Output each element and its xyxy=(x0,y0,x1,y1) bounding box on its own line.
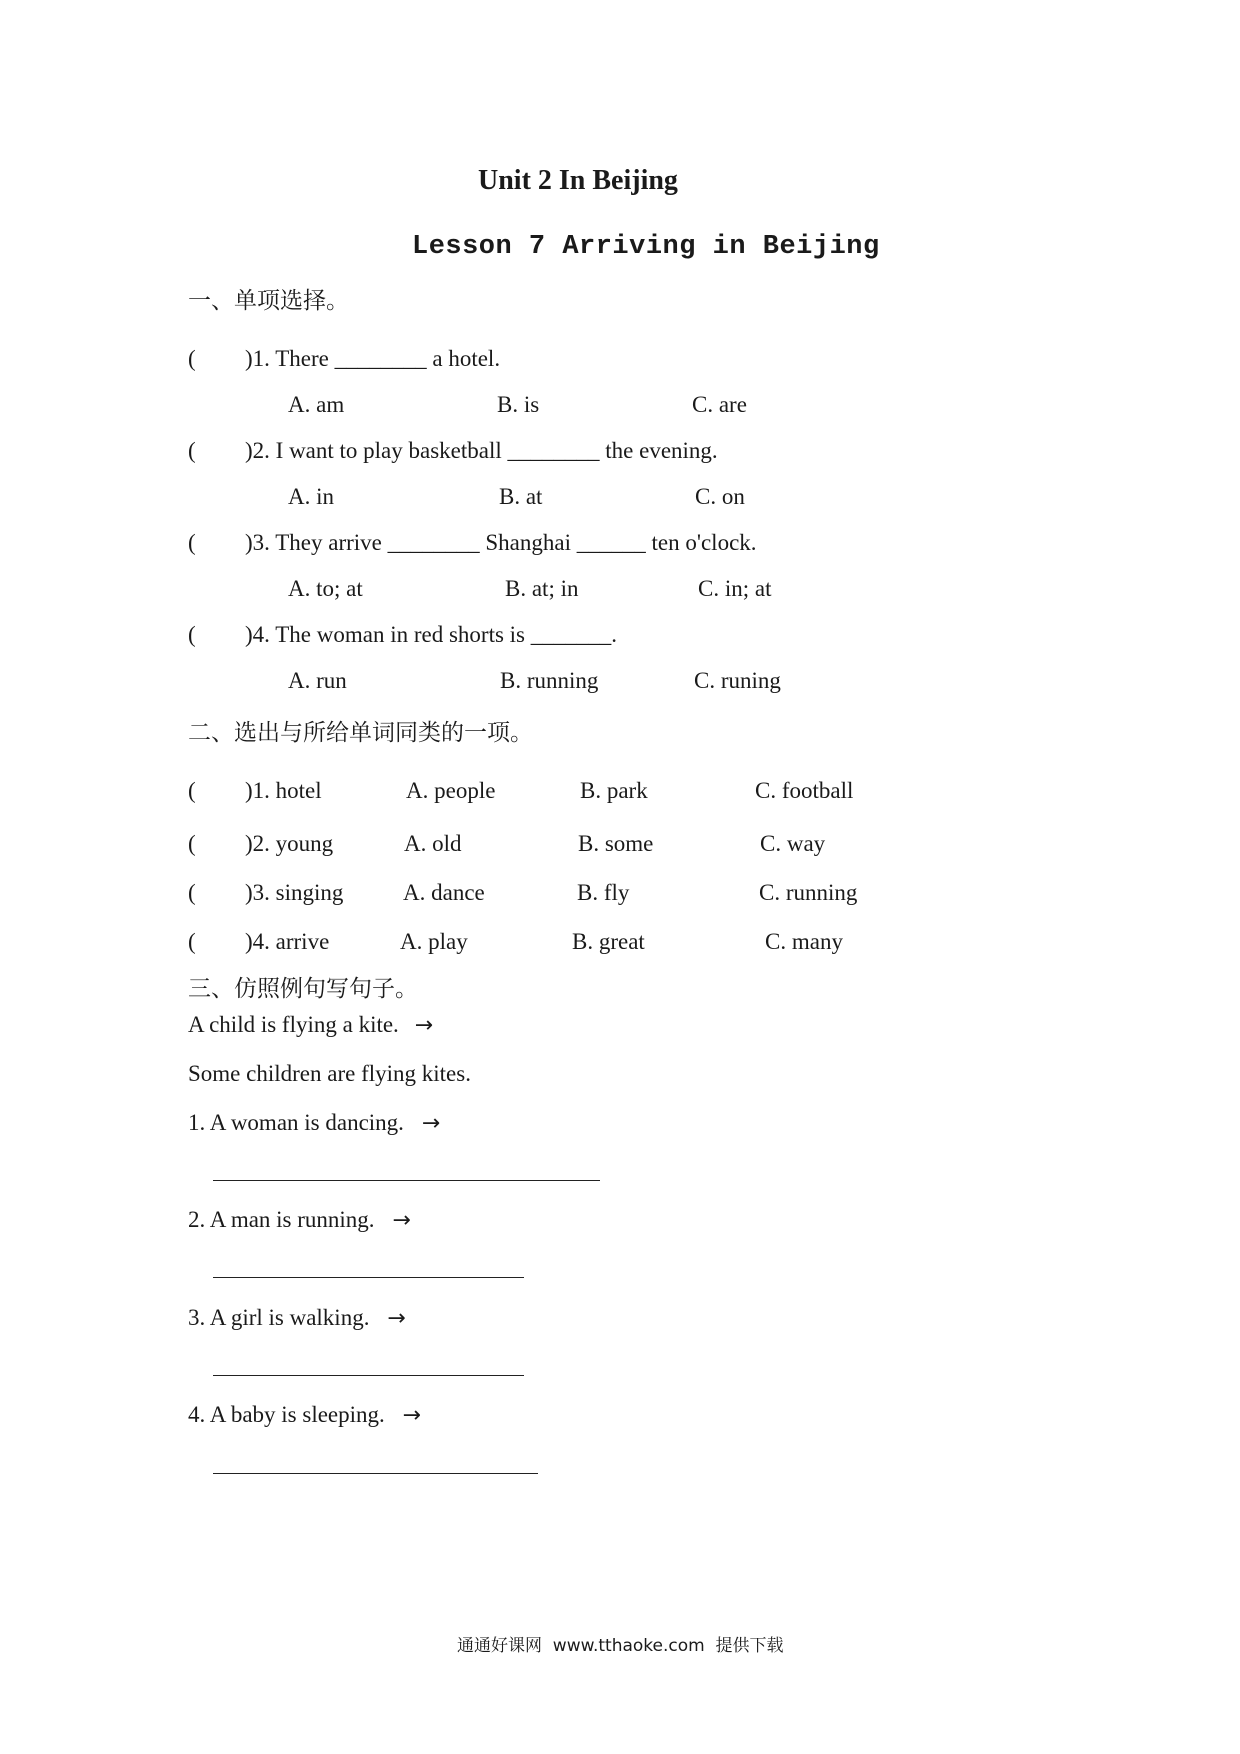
answer-paren: ( xyxy=(188,778,196,803)
arrow-icon: → xyxy=(392,1208,411,1233)
option-b: B. at xyxy=(499,484,543,509)
option-a: A. old xyxy=(404,831,462,856)
answer-paren: ( xyxy=(188,346,196,371)
option-a: A. play xyxy=(400,929,468,954)
sentence-prompt xyxy=(188,1110,440,1136)
option-c: C. on xyxy=(695,484,745,509)
answer-paren: ( xyxy=(188,880,196,905)
option-b: B. park xyxy=(580,778,648,803)
option-a: A. people xyxy=(406,778,496,803)
option-b: B. running xyxy=(500,668,599,693)
example-sentence xyxy=(188,1012,433,1038)
example-text: A child is flying a kite. xyxy=(188,1012,399,1037)
option-b: B. some xyxy=(578,831,654,856)
option-c: C. runing xyxy=(694,668,781,693)
page-title: Unit 2 In Beijing xyxy=(478,165,678,196)
answer-line[interactable] xyxy=(213,1277,524,1278)
answer-paren: ( xyxy=(188,831,196,856)
given-word: )4. arrive xyxy=(245,929,330,954)
section1-heading: 一、单项选择。 xyxy=(188,288,349,314)
option-b: B. fly xyxy=(577,880,630,905)
sentence-prompt xyxy=(188,1305,406,1331)
example-answer: Some children are flying kites. xyxy=(188,1061,471,1086)
sentence-text: 2. A man is running. xyxy=(188,1207,375,1232)
option-c: C. in; at xyxy=(698,576,772,601)
question-text: )4. The woman in red shorts is _______. xyxy=(245,622,618,647)
answer-paren: ( xyxy=(188,929,196,954)
option-c: C. football xyxy=(755,778,854,803)
option-b: B. at; in xyxy=(505,576,579,601)
sentence-prompt xyxy=(188,1207,411,1233)
given-word: )2. young xyxy=(245,831,334,856)
section3-heading: 三、仿照例句写句子。 xyxy=(188,976,418,1002)
sentence-text: 1. A woman is dancing. xyxy=(188,1110,404,1135)
option-a: A. dance xyxy=(403,880,485,905)
question-text: )2. I want to play basketball ________ the evening. xyxy=(245,438,718,463)
option-a: A. to; at xyxy=(288,576,363,601)
given-word: )3. singing xyxy=(245,880,344,905)
arrow-icon: → xyxy=(402,1403,421,1428)
arrow-icon: → xyxy=(387,1306,406,1331)
option-c: C. way xyxy=(760,831,826,856)
answer-paren: ( xyxy=(188,438,196,463)
answer-paren: ( xyxy=(188,530,196,555)
sentence-text: 3. A girl is walking. xyxy=(188,1305,370,1330)
option-a: A. run xyxy=(288,668,347,693)
footer-source: 通通好课网 www.tthaoke.com 提供下载 xyxy=(457,1636,784,1656)
sentence-text: 4. A baby is sleeping. xyxy=(188,1402,385,1427)
answer-line[interactable] xyxy=(213,1473,538,1474)
option-a: A. in xyxy=(288,484,334,509)
lesson-title: Lesson 7 Arriving in Beijing xyxy=(412,232,880,262)
arrow-icon: → xyxy=(414,1013,433,1038)
answer-line[interactable] xyxy=(213,1375,524,1376)
option-b: B. is xyxy=(497,392,540,417)
answer-line[interactable] xyxy=(213,1180,600,1181)
option-a: A. am xyxy=(288,392,345,417)
section2-heading: 二、选出与所给单词同类的一项。 xyxy=(188,720,533,746)
option-c: C. many xyxy=(765,929,843,954)
answer-paren: ( xyxy=(188,622,196,647)
arrow-icon: → xyxy=(421,1111,441,1136)
option-c: C. are xyxy=(692,392,747,417)
question-text: )3. They arrive ________ Shanghai ______ ten o'clock. xyxy=(245,530,757,555)
option-c: C. running xyxy=(759,880,858,905)
question-text: )1. There ________ a hotel. xyxy=(245,346,501,371)
option-b: B. great xyxy=(572,929,645,954)
sentence-prompt xyxy=(188,1402,421,1428)
given-word: )1. hotel xyxy=(245,778,322,803)
